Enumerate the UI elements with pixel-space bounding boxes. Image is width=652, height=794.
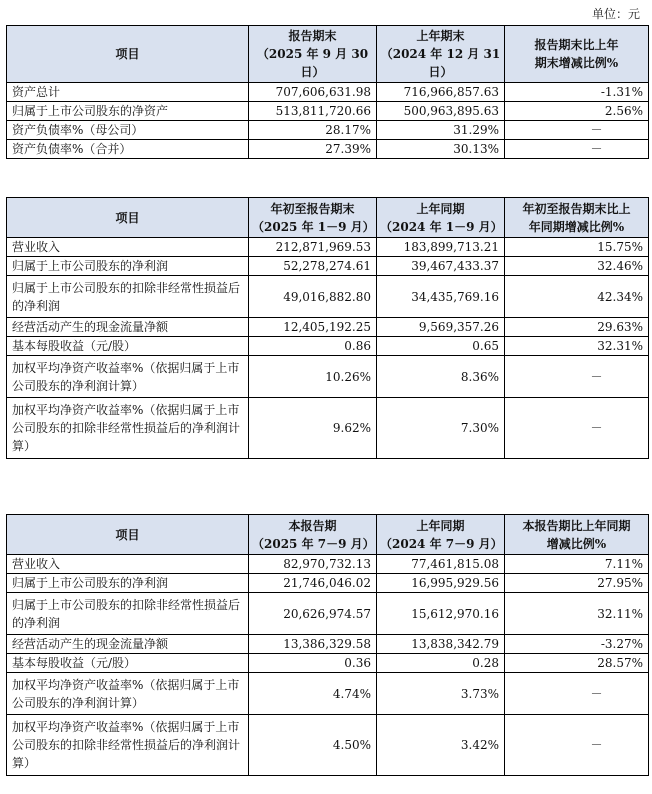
header-col-1 [249,515,377,555]
header-line: 报告期末比上年 [534,38,619,52]
table-row [7,257,649,276]
cell-value: 10.26% [249,356,377,398]
header-row [7,26,649,83]
cell-value [505,398,649,459]
row-label: 资产总计 [7,83,249,102]
cell-value: 3.42% [377,715,505,776]
cell-value: 31.29% [377,121,505,140]
cell-value [505,673,649,715]
cell-value: 12,405,192.25 [249,318,377,337]
table-row [7,673,649,715]
header-col-3 [505,515,649,555]
cell-value: 9.62% [249,398,377,459]
cell-value: 9,569,357.26 [377,318,505,337]
table-row [7,654,649,673]
cell-value: 0.36 [249,654,377,673]
quarter-table [6,514,649,776]
cell-value: 513,811,720.66 [249,102,377,121]
cell-value: 27.39% [249,140,377,159]
cell-value: 32.31% [505,337,649,356]
balance-table [6,25,649,159]
table-row [7,555,649,574]
table-row [7,574,649,593]
header-line: 上年同期 [416,518,465,533]
header-item: 项目 [7,198,249,238]
header-line: 期末增减比例% [534,56,619,70]
header-col-1 [249,198,377,238]
row-label: 经营活动产生的现金流量净额 [7,635,249,654]
row-label: 归属于上市公司股东的扣除非经常性损益后的净利润 [7,276,249,318]
row-label: 加权平均净资产收益率%（依据归属于上市公司股东的扣除非经常性损益后的净利润计算） [7,398,249,459]
table-row [7,337,649,356]
row-label: 营业收入 [7,238,249,257]
cell-value: 32.11% [505,593,649,635]
cell-value: -3.27% [505,635,649,654]
cell-value [505,121,649,140]
cell-value: 42.34% [505,276,649,318]
header-line: （2025 年 7－9 月） [252,536,375,551]
cell-value: 13,838,342.79 [377,635,505,654]
header-line: （2024 年 12 月 31 日） [380,47,501,79]
cell-value: -1.31% [505,83,649,102]
cell-value [505,140,649,159]
row-label: 资产负债率%（母公司） [7,121,249,140]
row-label: 归属于上市公司股东的净利润 [7,574,249,593]
cell-value: 2.56% [505,102,649,121]
row-label: 经营活动产生的现金流量净额 [7,318,249,337]
row-label: 归属于上市公司股东的净利润 [7,257,249,276]
cell-value: 28.17% [249,121,377,140]
cell-value: 32.46% [505,257,649,276]
header-line: （2025 年 9 月 30 日） [256,47,369,79]
table-row [7,715,649,776]
cell-value: 13,386,329.58 [249,635,377,654]
row-label: 加权平均净资产收益率%（依据归属于上市公司股东的净利润计算） [7,673,249,715]
cell-value: 27.95% [505,574,649,593]
cell-value: 15.75% [505,238,649,257]
table-row [7,635,649,654]
cell-value: 183,899,713.21 [377,238,505,257]
header-row [7,198,649,238]
change-dash: － [590,123,603,137]
header-line: 增减比例% [546,536,607,551]
cell-value: 212,871,969.53 [249,238,377,257]
cell-value: 500,963,895.63 [377,102,505,121]
table-row [7,140,649,159]
header-row [7,515,649,555]
header-line: 本报告期 [288,518,337,533]
cell-value: 0.65 [377,337,505,356]
change-dash: － [590,738,603,752]
cell-value: 716,966,857.63 [377,83,505,102]
row-label: 基本每股收益（元/股） [7,654,249,673]
change-dash: － [590,142,603,156]
header-item: 项目 [7,515,249,555]
cell-value: 20,626,974.57 [249,593,377,635]
cell-value: 28.57% [505,654,649,673]
table-row [7,83,649,102]
cell-value: 39,467,433.37 [377,257,505,276]
row-label: 资产负债率%（合并） [7,140,249,159]
row-label: 营业收入 [7,555,249,574]
cell-value: 82,970,732.13 [249,555,377,574]
header-line: 报告期末 [288,29,337,43]
header-col-1 [249,26,377,83]
cell-value: 7.11% [505,555,649,574]
table-row [7,102,649,121]
cell-value: 29.63% [505,318,649,337]
header-item: 项目 [7,26,249,83]
row-label: 归属于上市公司股东的净资产 [7,102,249,121]
row-label: 基本每股收益（元/股） [7,337,249,356]
ytd-table [6,197,649,459]
table-row [7,318,649,337]
table-row [7,121,649,140]
cell-value: 7.30% [377,398,505,459]
unit-label: 单位：元 [591,7,640,21]
header-line: 年初至报告期末比上 [522,201,631,216]
row-label: 加权平均净资产收益率%（依据归属于上市公司股东的扣除非经常性损益后的净利润计算） [7,715,249,776]
table-row [7,238,649,257]
cell-value: 3.73% [377,673,505,715]
cell-value: 15,612,970.16 [377,593,505,635]
header-col-2 [377,198,505,238]
header-line: （2024 年 1－9 月） [380,219,503,234]
cell-value: 707,606,631.98 [249,83,377,102]
table-row [7,356,649,398]
header-line: 年初至报告期末 [270,201,355,216]
header-line: （2025 年 1－9 月） [252,219,375,234]
cell-value: 4.74% [249,673,377,715]
cell-value: 30.13% [377,140,505,159]
header-col-3 [505,198,649,238]
header-line: 本报告期比上年同期 [522,518,631,533]
cell-value: 16,995,929.56 [377,574,505,593]
change-dash: － [590,421,603,435]
cell-value: 8.36% [377,356,505,398]
cell-value: 52,278,274.61 [249,257,377,276]
row-label: 加权平均净资产收益率%（依据归属于上市公司股东的净利润计算） [7,356,249,398]
header-col-2 [377,26,505,83]
cell-value [505,356,649,398]
cell-value: 4.50% [249,715,377,776]
header-col-3 [505,26,649,83]
row-label: 归属于上市公司股东的扣除非经常性损益后的净利润 [7,593,249,635]
change-dash: － [590,686,603,701]
cell-value: 0.28 [377,654,505,673]
header-line: （2024 年 7－9 月） [380,536,503,551]
cell-value: 77,461,815.08 [377,555,505,574]
header-line: 上年同期 [416,201,465,216]
cell-value [505,715,649,776]
cell-value: 21,746,046.02 [249,574,377,593]
cell-value: 0.86 [249,337,377,356]
table-row [7,276,649,318]
header-col-2 [377,515,505,555]
cell-value: 34,435,769.16 [377,276,505,318]
table-row [7,593,649,635]
change-dash: － [590,369,603,384]
header-line: 年同期增减比例% [528,219,625,234]
table-row [7,398,649,459]
header-line: 上年期末 [416,29,465,43]
cell-value: 49,016,882.80 [249,276,377,318]
